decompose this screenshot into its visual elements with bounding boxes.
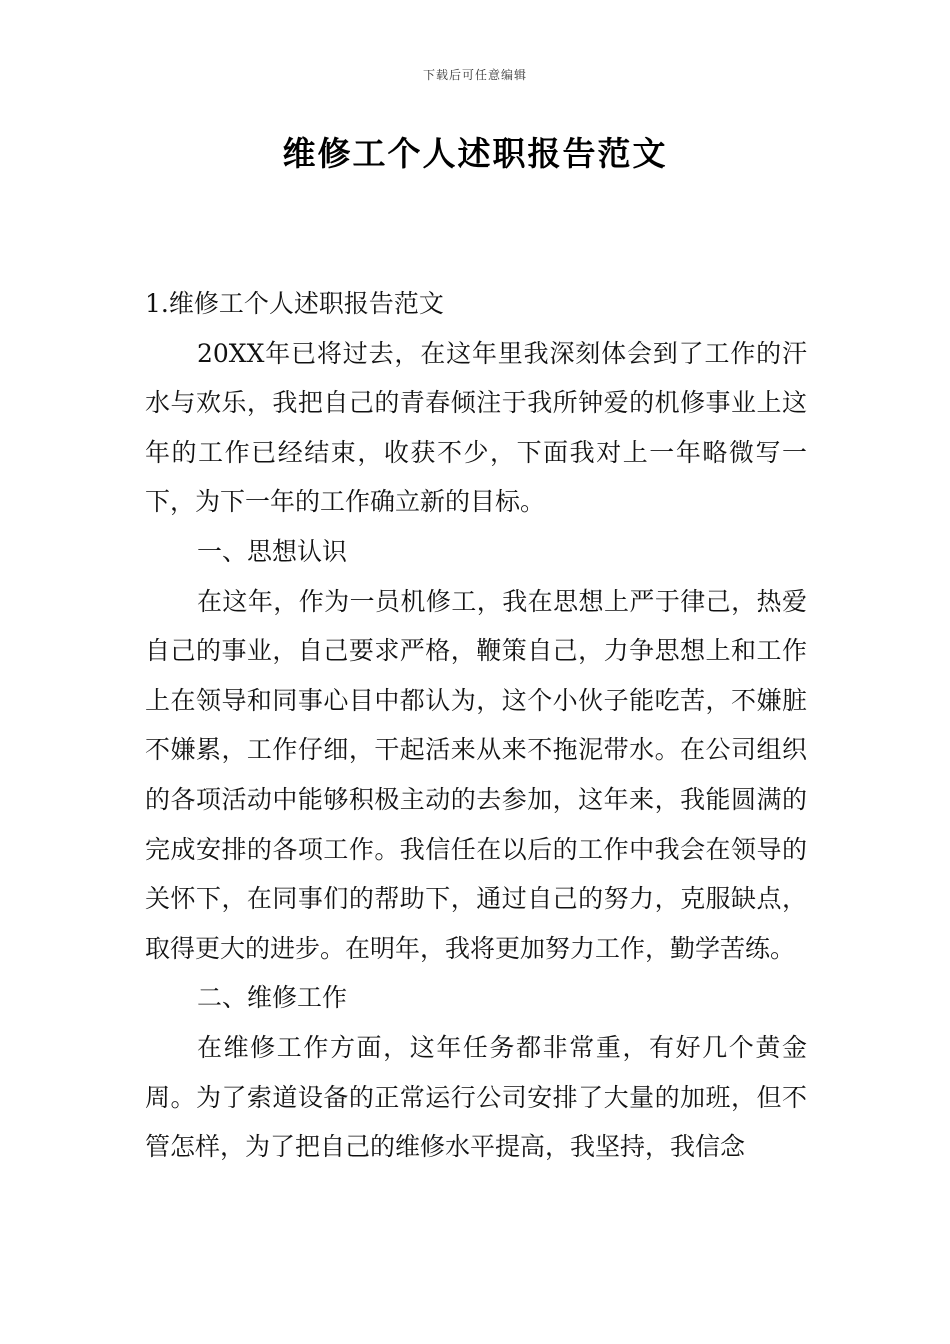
section-paragraph-maintenance: 在维修工作方面，这年任务都非常重，有好几个黄金周。为了索道设备的正常运行公司安排了大量的加班，但不管怎样，为了把自己的维修水平提高，我坚持，我信念	[145, 1032, 807, 1162]
intro-paragraph: 20XX年已将过去，在这年里我深刻体会到了工作的汗水与欢乐，我把自己的青春倾注于我所钟爱的机修事业上这年的工作已经结束，收获不少，下面我对上一年略微写一下，为下一年的工作确立新的目标。	[145, 338, 807, 517]
document-title: 维修工个人述职报告范文	[282, 134, 668, 173]
document-body	[145, 279, 807, 1172]
header-note: 下载后可任意编辑	[422, 68, 527, 82]
section-heading-maintenance: 二、维修工作	[197, 983, 348, 1013]
section-heading-ideology: 一、思想认识	[197, 536, 348, 566]
document-subtitle: 1.维修工个人述职报告范文	[145, 289, 444, 318]
section-paragraph-ideology: 在这年，作为一员机修工，我在思想上严于律己，热爱自己的事业，自己要求严格，鞭策自己，力争思想上和工作上在领导和同事心目中都认为，这个小伙子能吃苦，不嫌脏不嫌累，工作仔细，干起活来从来不拖泥带水。在公司组织的各项活动中能够积极主动的去参加，这年来，我能圆满的完成安排的各项工作。我信任在以后的工作中我会在领导的关怀下，在同事们的帮助下，通过自己的努力，克服缺点，取得更大的进步。在明年，我将更加努力工作，勤学苦练。	[145, 586, 807, 963]
